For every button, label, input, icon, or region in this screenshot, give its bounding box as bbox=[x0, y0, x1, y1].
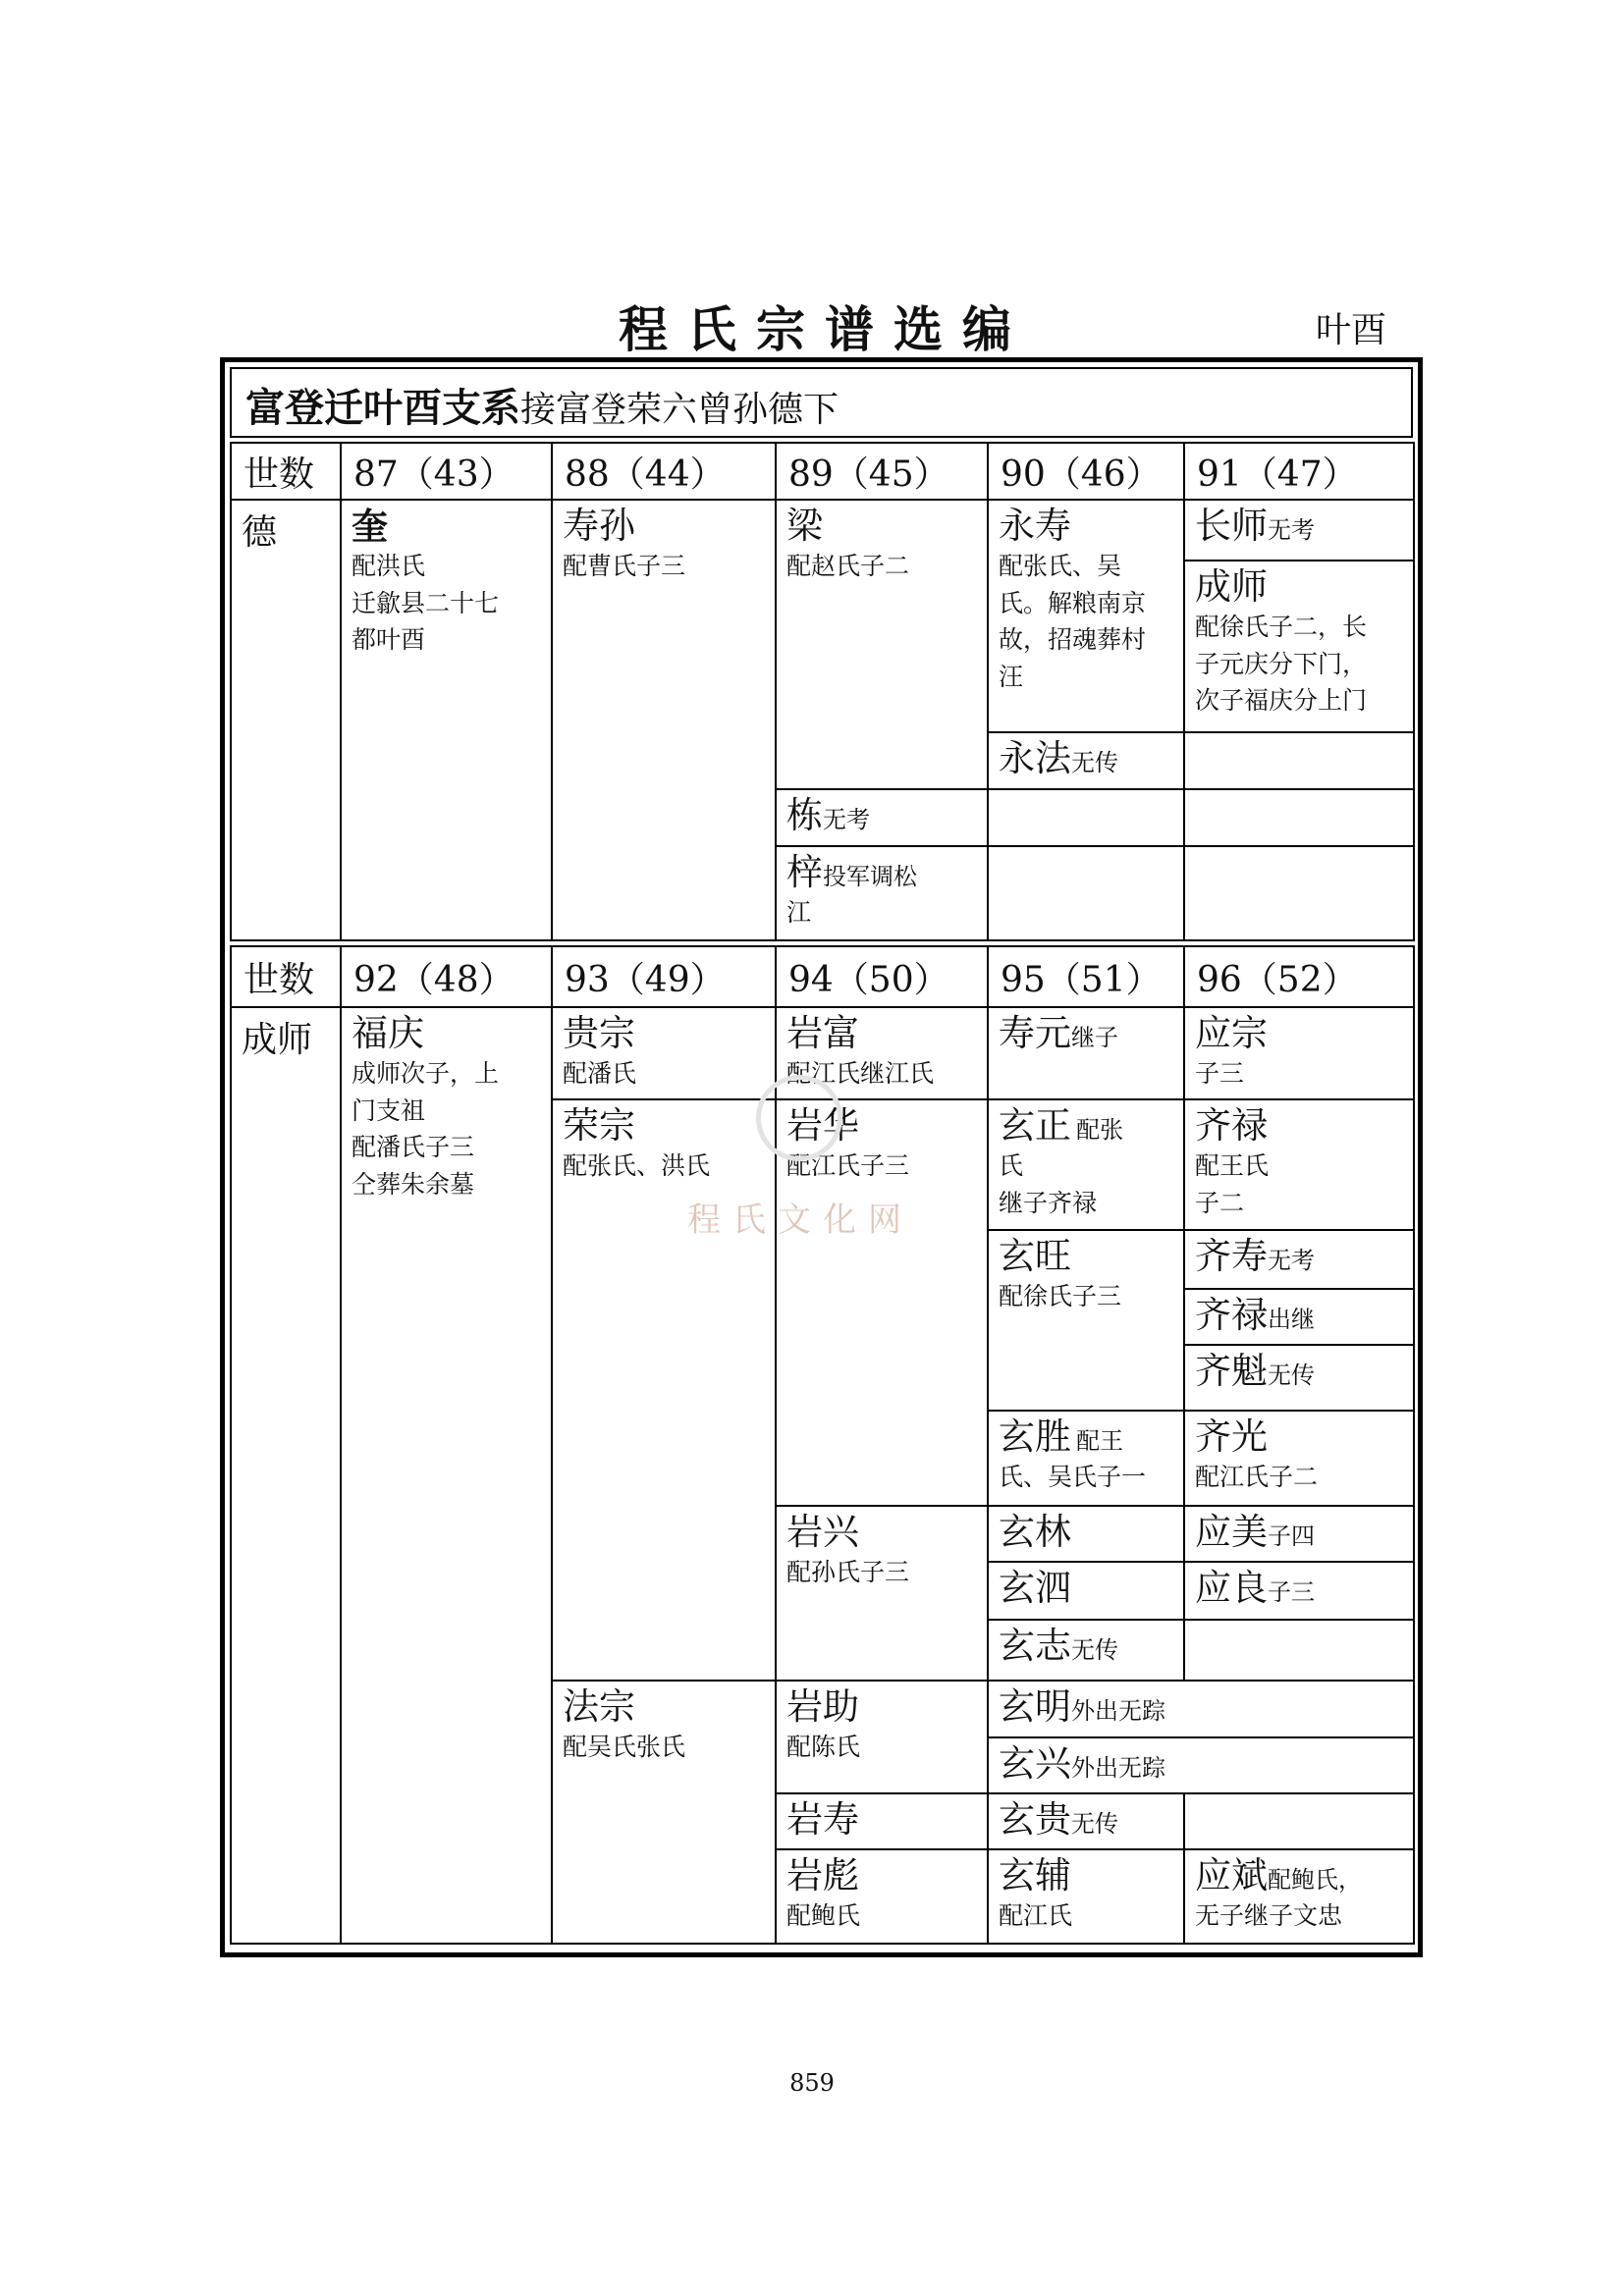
person-cell bbox=[1184, 1099, 1414, 1230]
person-name: 梁 bbox=[786, 505, 823, 547]
person-name: 齐寿 bbox=[1195, 1235, 1268, 1277]
note: 配江氏子二 bbox=[1195, 1463, 1319, 1492]
person-name: 梓 bbox=[786, 851, 823, 893]
person-name: 栋 bbox=[786, 794, 823, 836]
suffix: 配王 bbox=[1076, 1427, 1124, 1455]
person-name: 成师 bbox=[1195, 565, 1268, 608]
note: 氏、吴氏子一 bbox=[999, 1463, 1147, 1492]
header-cell: 92（48） bbox=[341, 946, 552, 1007]
suffix: 无考 bbox=[1268, 516, 1315, 544]
note: 江 bbox=[786, 898, 812, 928]
note: 配潘氏 bbox=[563, 1059, 637, 1089]
person-name: 应美 bbox=[1195, 1511, 1268, 1553]
note: 故，招魂葬村 bbox=[999, 625, 1147, 655]
empty-cell bbox=[988, 846, 1184, 940]
person-cell bbox=[1184, 1289, 1414, 1345]
page-number: 859 bbox=[789, 2069, 835, 2097]
person-name: 岩兴 bbox=[786, 1511, 859, 1553]
empty-cell bbox=[1184, 789, 1414, 846]
note: 配徐氏子三 bbox=[999, 1282, 1122, 1311]
header-cell: 世数 bbox=[231, 946, 341, 1007]
person-name: 奎 bbox=[352, 505, 388, 548]
person-name: 齐光 bbox=[1195, 1415, 1268, 1458]
header-cell: 87（43） bbox=[341, 443, 552, 500]
suffix: 继子 bbox=[1071, 1024, 1118, 1051]
person-cell bbox=[988, 1099, 1184, 1230]
header-cell: 96（52） bbox=[1184, 946, 1414, 1007]
note: 汪 bbox=[999, 662, 1024, 691]
header-cell: 90（46） bbox=[988, 443, 1184, 500]
person-name: 玄泗 bbox=[999, 1567, 1071, 1609]
person-cell bbox=[988, 1411, 1184, 1506]
suffix: 无传 bbox=[1268, 1362, 1315, 1389]
person-name: 长师 bbox=[1195, 505, 1268, 547]
person-name: 玄林 bbox=[999, 1511, 1071, 1553]
person-cell bbox=[988, 1007, 1184, 1099]
person-cell bbox=[776, 1681, 988, 1793]
empty-cell bbox=[1184, 846, 1414, 940]
person-cell bbox=[776, 1849, 988, 1944]
note: 继子齐禄 bbox=[999, 1188, 1098, 1217]
header-cell: 95（51） bbox=[988, 946, 1184, 1007]
note: 配张氏、洪氏 bbox=[563, 1151, 711, 1181]
person-cell bbox=[341, 1007, 552, 1944]
person-name: 应宗 bbox=[1195, 1012, 1268, 1054]
person-name: 岩助 bbox=[786, 1685, 859, 1728]
person-cell bbox=[988, 1562, 1184, 1620]
note: 子元庆分下门， bbox=[1195, 649, 1368, 678]
person-name: 寿孙 bbox=[563, 505, 635, 547]
person-name: 齐禄 bbox=[1195, 1104, 1268, 1147]
person-name: 玄旺 bbox=[999, 1235, 1071, 1277]
note: 配洪氏 bbox=[352, 552, 426, 581]
generation-label: 德 bbox=[231, 500, 341, 940]
suffix: 无考 bbox=[823, 806, 870, 833]
generation-label: 成师 bbox=[231, 1007, 341, 1944]
note: 成师次子，上 bbox=[352, 1059, 500, 1089]
note: 配吴氏张氏 bbox=[563, 1733, 686, 1762]
note: 配曹氏子三 bbox=[563, 552, 686, 581]
branch-heading bbox=[230, 367, 1413, 438]
note: 仝葬朱余墓 bbox=[352, 1169, 475, 1199]
place-name: 叶酉 bbox=[1316, 310, 1387, 350]
note: 配潘氏子三 bbox=[352, 1133, 475, 1162]
watermark-seal-icon bbox=[756, 1075, 842, 1161]
person-cell bbox=[988, 732, 1184, 789]
person-cell bbox=[988, 1230, 1184, 1411]
note: 配王氏 bbox=[1195, 1151, 1270, 1181]
empty-cell bbox=[988, 789, 1184, 846]
person-name: 玄明 bbox=[999, 1685, 1071, 1728]
person-cell bbox=[776, 789, 988, 846]
note: 迁歙县二十七 bbox=[352, 588, 500, 617]
person-name: 岩富 bbox=[786, 1012, 859, 1054]
note: 都叶酉 bbox=[352, 625, 426, 655]
note: 氏 bbox=[999, 1151, 1024, 1181]
suffix: 出继 bbox=[1268, 1306, 1315, 1333]
branch-subtitle: 接富登荣六曾孙德下 bbox=[520, 390, 839, 430]
person-cell bbox=[776, 1793, 988, 1849]
generation-table-1 bbox=[230, 442, 1415, 941]
note: 配江氏 bbox=[999, 1901, 1073, 1931]
person-cell bbox=[1184, 1411, 1414, 1506]
branch-title: 富登迁叶酉支系 bbox=[245, 385, 520, 431]
person-name: 齐禄 bbox=[1195, 1294, 1268, 1336]
person-cell bbox=[1184, 1345, 1414, 1411]
note: 无子继子文忠 bbox=[1195, 1901, 1343, 1931]
suffix: 无传 bbox=[1071, 1810, 1118, 1838]
header-cell: 91（47） bbox=[1184, 443, 1414, 500]
person-cell bbox=[776, 500, 988, 789]
page-title: 程氏宗谱选编 bbox=[619, 300, 1031, 358]
person-cell bbox=[988, 500, 1184, 732]
person-cell bbox=[1184, 1007, 1414, 1099]
person-name: 玄志 bbox=[999, 1625, 1071, 1667]
person-cell bbox=[988, 1620, 1184, 1681]
person-cell bbox=[341, 500, 552, 940]
suffix: 子四 bbox=[1268, 1522, 1315, 1550]
person-name: 玄兴 bbox=[999, 1742, 1071, 1785]
suffix: 无传 bbox=[1071, 749, 1118, 776]
person-cell bbox=[552, 1681, 776, 1944]
person-cell bbox=[988, 1737, 1414, 1793]
empty-cell bbox=[1184, 732, 1414, 789]
note: 配张氏、吴 bbox=[999, 552, 1122, 581]
person-name: 法宗 bbox=[563, 1685, 635, 1728]
header-cell: 世数 bbox=[231, 443, 341, 500]
note: 配江氏子三 bbox=[786, 1151, 910, 1181]
person-cell bbox=[776, 846, 988, 940]
person-name: 岩寿 bbox=[786, 1798, 859, 1841]
person-cell bbox=[1184, 1230, 1414, 1289]
note: 配赵氏子二 bbox=[786, 552, 910, 581]
suffix: 子三 bbox=[1268, 1578, 1315, 1606]
person-cell bbox=[552, 1007, 776, 1099]
note: 配徐氏子二，长 bbox=[1195, 613, 1368, 642]
person-name: 玄正 bbox=[999, 1104, 1071, 1147]
person-cell bbox=[1184, 1562, 1414, 1620]
person-name: 岩彪 bbox=[786, 1854, 859, 1896]
person-cell bbox=[988, 1849, 1184, 1944]
note: 配孙氏子三 bbox=[786, 1558, 910, 1587]
person-cell bbox=[988, 1681, 1414, 1737]
note: 子三 bbox=[1195, 1059, 1245, 1089]
suffix: 投军调松 bbox=[823, 863, 917, 890]
person-name: 应斌 bbox=[1195, 1854, 1268, 1896]
note: 氏。解粮南京 bbox=[999, 588, 1147, 617]
person-cell bbox=[1184, 1506, 1414, 1562]
person-cell bbox=[552, 500, 776, 940]
watermark: 程氏文化网 bbox=[687, 1201, 913, 1240]
person-cell bbox=[1184, 1849, 1414, 1944]
person-cell bbox=[1184, 500, 1414, 561]
note: 门支祖 bbox=[352, 1095, 426, 1125]
header-cell: 88（44） bbox=[552, 443, 776, 500]
person-name: 岩华 bbox=[786, 1104, 859, 1147]
header-cell: 94（50） bbox=[776, 946, 988, 1007]
person-name: 永法 bbox=[999, 737, 1071, 779]
person-cell bbox=[552, 1099, 776, 1681]
note: 配江氏继江氏 bbox=[786, 1059, 935, 1089]
person-name: 寿元 bbox=[999, 1012, 1071, 1054]
empty-cell bbox=[1184, 1620, 1414, 1681]
table-header-row bbox=[231, 443, 1414, 500]
note: 配鲍氏 bbox=[786, 1901, 861, 1931]
person-name: 玄胜 bbox=[999, 1415, 1071, 1458]
table-header-row bbox=[231, 946, 1414, 1007]
empty-cell bbox=[1184, 1793, 1414, 1849]
person-name: 贵宗 bbox=[563, 1012, 635, 1054]
person-name: 玄辅 bbox=[999, 1854, 1071, 1896]
header-cell: 89（45） bbox=[776, 443, 988, 500]
person-name: 荣宗 bbox=[563, 1104, 635, 1147]
person-cell bbox=[776, 1506, 988, 1681]
note: 次子福庆分上门 bbox=[1195, 686, 1368, 716]
suffix: 外出无踪 bbox=[1071, 1697, 1165, 1725]
person-name: 齐魁 bbox=[1195, 1350, 1268, 1392]
suffix: 配鲍氏， bbox=[1268, 1866, 1362, 1894]
person-name: 应良 bbox=[1195, 1567, 1268, 1609]
person-cell bbox=[988, 1506, 1184, 1562]
suffix: 外出无踪 bbox=[1071, 1754, 1165, 1782]
person-name: 福庆 bbox=[352, 1012, 424, 1054]
suffix: 无考 bbox=[1268, 1247, 1315, 1274]
suffix: 配张 bbox=[1076, 1116, 1124, 1144]
person-name: 永寿 bbox=[999, 505, 1071, 547]
person-cell bbox=[988, 1793, 1184, 1849]
person-cell bbox=[1184, 561, 1414, 732]
note: 配陈氏 bbox=[786, 1733, 861, 1762]
header-cell: 93（49） bbox=[552, 946, 776, 1007]
note: 子二 bbox=[1195, 1188, 1245, 1217]
suffix: 无传 bbox=[1071, 1636, 1118, 1664]
person-name: 玄贵 bbox=[999, 1798, 1071, 1841]
